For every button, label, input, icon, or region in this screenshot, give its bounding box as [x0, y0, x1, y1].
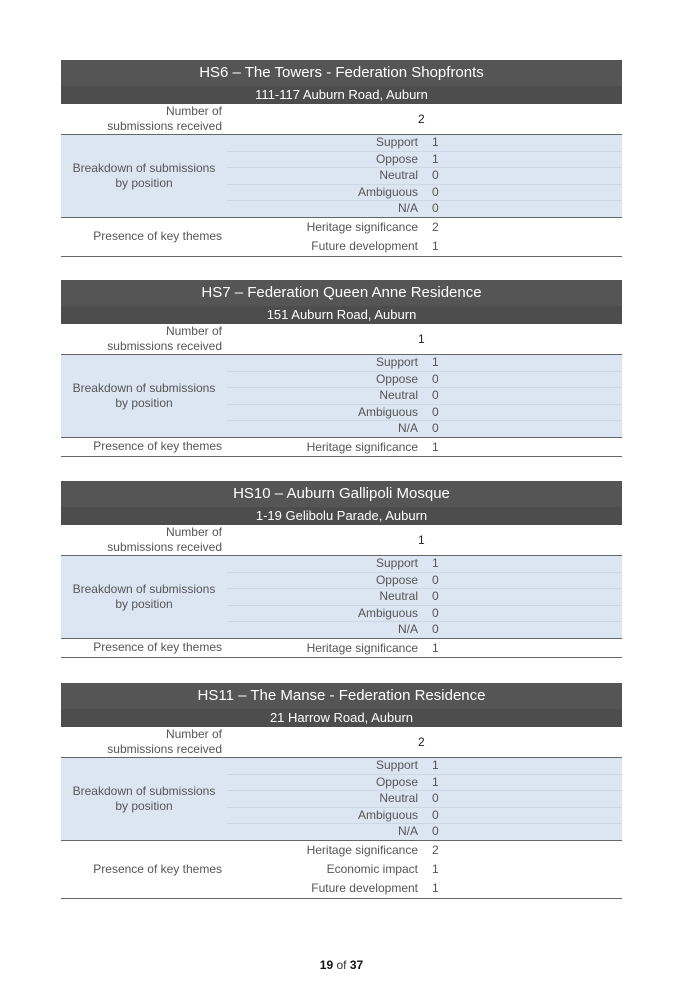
position-label: N/A: [397, 824, 418, 839]
position-item: [227, 808, 622, 825]
theme-value: 2: [432, 219, 439, 234]
breakdown-label-line1: Breakdown of submissions: [72, 581, 216, 596]
theme-value: 1: [432, 439, 439, 454]
breakdown-label-line2: by position: [115, 798, 173, 813]
position-value: 1: [432, 774, 439, 789]
theme-value: 2: [432, 842, 439, 857]
position-value: 0: [432, 168, 439, 183]
position-label: Support: [375, 355, 418, 369]
position-value: 0: [432, 572, 439, 587]
position-label: Neutral: [379, 388, 418, 403]
site-title: HS6 – The Towers - Federation Shopfronts: [199, 64, 484, 81]
position-label: Ambiguous: [357, 605, 418, 620]
position-label: N/A: [397, 421, 418, 436]
breakdown-label: [61, 355, 227, 437]
themes-label: Presence of key themes: [93, 439, 222, 454]
page-of-text: of: [336, 958, 347, 972]
position-item: [227, 758, 622, 775]
position-value: 0: [432, 404, 439, 419]
position-value: 1: [432, 556, 439, 570]
site-block-hs11: [61, 683, 622, 899]
position-item: [227, 152, 622, 169]
breakdown-label-line1: Breakdown of submissions: [72, 160, 216, 175]
site-header: [61, 60, 622, 104]
themes-row: [61, 841, 622, 899]
position-value: 0: [432, 605, 439, 620]
count-value-cell: [227, 525, 622, 555]
position-label: Ambiguous: [357, 184, 418, 199]
theme-item: [227, 879, 439, 898]
breakdown-label: [61, 135, 227, 217]
site-address: 111-117 Auburn Road, Auburn: [61, 86, 622, 104]
position-item: [227, 775, 622, 792]
theme-label: Heritage significance: [306, 842, 418, 857]
themes-row: [61, 639, 622, 658]
position-item: [227, 556, 622, 573]
position-item: [227, 791, 622, 808]
theme-label: Economic impact: [326, 861, 418, 876]
theme-value: 1: [432, 238, 439, 253]
position-item: [227, 589, 622, 606]
position-label: Neutral: [379, 168, 418, 183]
position-value: 1: [432, 151, 439, 166]
position-value: 0: [432, 807, 439, 822]
position-label: Oppose: [375, 572, 418, 587]
position-item: [227, 388, 622, 405]
submissions-count-row: [61, 727, 622, 758]
themes-label: Presence of key themes: [93, 229, 222, 244]
site-header: [61, 481, 622, 525]
position-label: Support: [375, 556, 418, 570]
submissions-count-row: [61, 525, 622, 556]
position-item: [227, 824, 622, 840]
theme-list: [227, 438, 439, 456]
breakdown-label-line2: by position: [115, 175, 173, 190]
theme-item: [227, 860, 439, 879]
position-item: [227, 185, 622, 202]
page-footer: [0, 958, 683, 972]
position-label: N/A: [397, 622, 418, 637]
position-label: Oppose: [375, 774, 418, 789]
breakdown-label: [61, 556, 227, 638]
breakdown-row: [61, 355, 622, 438]
position-item: [227, 421, 622, 437]
site-title: HS7 – Federation Queen Anne Residence: [201, 284, 482, 301]
theme-label: Heritage significance: [306, 219, 418, 234]
position-label: Oppose: [375, 151, 418, 166]
position-label: Support: [375, 135, 418, 149]
count-label: [61, 104, 227, 134]
position-value: 0: [432, 421, 439, 436]
position-label: Neutral: [379, 589, 418, 604]
count-label-line1: Number of: [165, 104, 222, 118]
count-label: [61, 324, 227, 354]
breakdown-label-line1: Breakdown of submissions: [72, 380, 216, 395]
count-label-line2: submissions received: [107, 540, 222, 554]
count-value: 1: [418, 533, 425, 547]
breakdown-row: [61, 556, 622, 639]
theme-item: [227, 438, 439, 456]
position-item: [227, 168, 622, 185]
site-block-hs6: [61, 60, 622, 257]
breakdown-label-line1: Breakdown of submissions: [72, 783, 216, 798]
themes-row: [61, 438, 622, 457]
position-item: [227, 405, 622, 422]
position-item: [227, 201, 622, 217]
site-block-hs7: [61, 280, 622, 457]
count-value: 2: [418, 112, 425, 126]
position-value: 0: [432, 388, 439, 403]
position-value: 1: [432, 758, 439, 772]
site-title: HS11 – The Manse - Federation Residence: [197, 687, 486, 704]
count-value: 2: [418, 735, 425, 749]
position-label: Support: [375, 758, 418, 772]
theme-value: 1: [432, 861, 439, 876]
position-item: [227, 355, 622, 372]
theme-value: 1: [432, 880, 439, 895]
breakdown-label-line2: by position: [115, 596, 173, 611]
position-label: Neutral: [379, 791, 418, 806]
count-label-line2: submissions received: [107, 742, 222, 756]
count-label-line1: Number of: [165, 324, 222, 338]
position-list: [227, 135, 622, 217]
count-label: [61, 727, 227, 757]
position-item: [227, 135, 622, 152]
theme-label: Future development: [311, 880, 418, 895]
position-item: [227, 372, 622, 389]
theme-label: Heritage significance: [306, 640, 418, 655]
position-value: 1: [432, 355, 439, 369]
theme-item: [227, 841, 439, 860]
count-label-line2: submissions received: [107, 339, 222, 353]
site-address: 151 Auburn Road, Auburn: [61, 306, 622, 324]
count-value: 1: [418, 332, 425, 346]
page-number: 19: [319, 958, 334, 972]
count-value-cell: [227, 104, 622, 134]
count-label: [61, 525, 227, 555]
themes-label: Presence of key themes: [93, 640, 222, 655]
position-item: [227, 573, 622, 590]
breakdown-label: [61, 758, 227, 840]
position-value: 0: [432, 791, 439, 806]
page-total: 37: [349, 958, 364, 972]
count-value-cell: [227, 727, 622, 757]
site-header: [61, 683, 622, 727]
theme-label: Heritage significance: [306, 439, 418, 454]
position-item: [227, 622, 622, 638]
position-value: 0: [432, 622, 439, 637]
count-label-line2: submissions received: [107, 119, 222, 133]
site-block-hs10: [61, 481, 622, 658]
submissions-count-row: [61, 324, 622, 355]
position-value: 0: [432, 201, 439, 216]
theme-list: [227, 841, 439, 898]
position-label: Oppose: [375, 371, 418, 386]
count-label-line1: Number of: [165, 727, 222, 741]
theme-item: [227, 639, 439, 657]
themes-label: Presence of key themes: [93, 861, 222, 876]
position-item: [227, 606, 622, 623]
theme-list: [227, 639, 439, 657]
position-value: 0: [432, 824, 439, 839]
position-label: N/A: [397, 201, 418, 216]
theme-item: [227, 218, 439, 237]
site-address: 1-19 Gelibolu Parade, Auburn: [61, 507, 622, 525]
position-label: Ambiguous: [357, 404, 418, 419]
site-address: 21 Harrow Road, Auburn: [61, 709, 622, 727]
position-label: Ambiguous: [357, 807, 418, 822]
theme-value: 1: [432, 640, 439, 655]
count-value-cell: [227, 324, 622, 354]
position-list: [227, 355, 622, 437]
theme-list: [227, 218, 439, 256]
count-label-line1: Number of: [165, 525, 222, 539]
breakdown-label-line2: by position: [115, 395, 173, 410]
breakdown-row: [61, 758, 622, 841]
position-value: 0: [432, 184, 439, 199]
submissions-count-row: [61, 104, 622, 135]
theme-label: Future development: [311, 238, 418, 253]
position-list: [227, 758, 622, 840]
theme-item: [227, 237, 439, 256]
breakdown-row: [61, 135, 622, 218]
site-header: [61, 280, 622, 324]
themes-row: [61, 218, 622, 257]
position-list: [227, 556, 622, 638]
position-value: 0: [432, 371, 439, 386]
position-value: 1: [432, 135, 439, 149]
position-value: 0: [432, 589, 439, 604]
site-title: HS10 – Auburn Gallipoli Mosque: [233, 485, 450, 502]
